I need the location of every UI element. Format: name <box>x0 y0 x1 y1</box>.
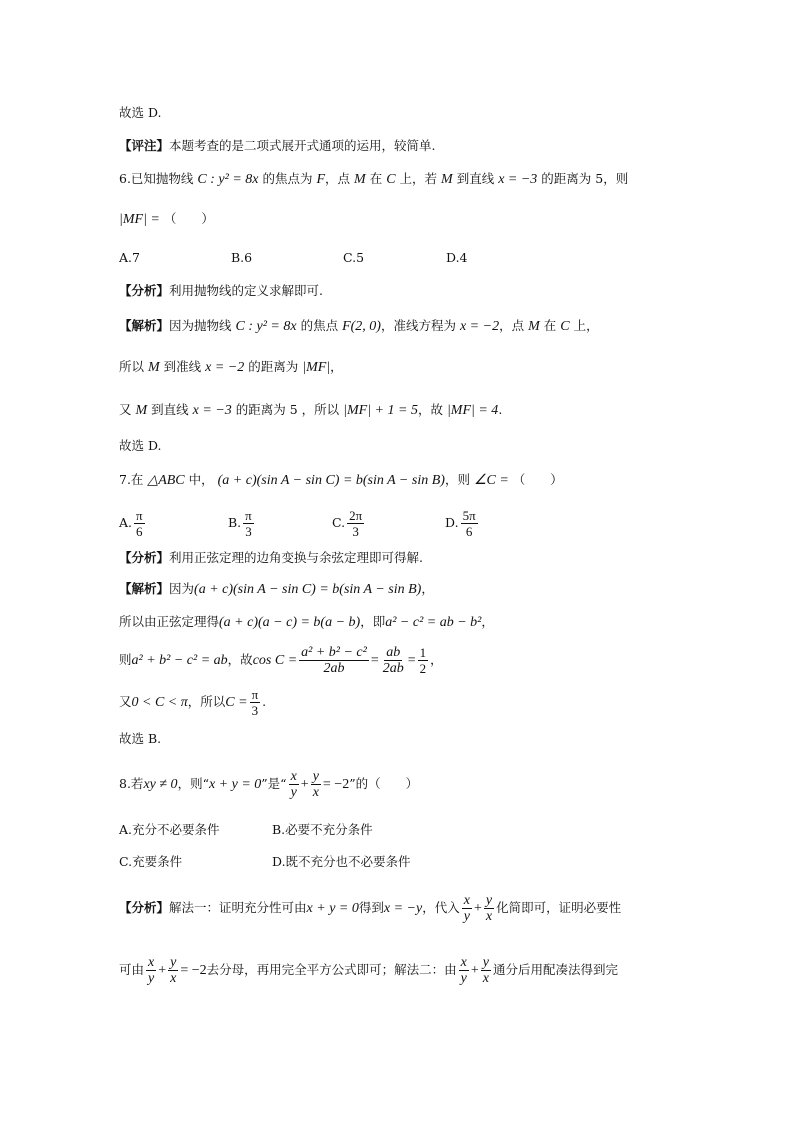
sol-math: |MF| <box>302 360 331 375</box>
sol-math: a² + b² − c² = ab <box>131 653 228 668</box>
q6-math: M <box>441 172 453 187</box>
q7-blank: （ ） <box>512 472 563 487</box>
analysis-math: + <box>470 963 479 978</box>
numerator: x <box>463 893 470 908</box>
numerator: y <box>485 893 493 908</box>
sol-math: a² − c² = ab − b² <box>385 615 482 630</box>
q6-solution-1 <box>119 317 599 336</box>
q8-text: 8.若 <box>119 776 144 791</box>
denominator: 3 <box>251 703 259 718</box>
q7-option-c <box>332 508 366 539</box>
sol-text: . <box>498 402 503 417</box>
option-fraction <box>243 508 254 539</box>
analysis-text: 利用抛物线的定义求解即可. <box>169 283 323 298</box>
q7-solution-3 <box>119 642 443 679</box>
solution-tag: 【解析】 <box>119 581 170 596</box>
analysis-math: x = −y <box>383 901 423 916</box>
q8-text: ”是“ <box>261 776 287 791</box>
analysis-tag: 【分析】 <box>119 900 170 915</box>
analysis-text: 利用正弦定理的边角变换与余弦定理即可得解. <box>169 550 423 565</box>
analysis-text: 去分母，再用完全平方公式即可；解法二：由 <box>206 962 457 977</box>
analysis-math: x + y = 0 <box>306 901 359 916</box>
comment-text: 本题考查的是二项式展开式通项的运用，较简单. <box>169 138 436 153</box>
q7-solution-1 <box>119 580 434 599</box>
q8-text: ，则“ <box>177 776 209 791</box>
numerator: y <box>170 955 177 970</box>
sol-math: |MF| + 1 = 5 <box>343 403 418 418</box>
numerator: π <box>251 687 259 702</box>
fraction <box>462 893 472 924</box>
denominator: 2 <box>419 661 427 676</box>
option-fraction <box>134 508 145 539</box>
q8-analysis-1 <box>119 890 621 927</box>
sol-math: x = −2 <box>459 319 500 334</box>
analysis-text: 解法一：证明充分性可由 <box>169 900 307 915</box>
analysis-tag: 【分析】 <box>119 283 170 298</box>
fraction <box>299 645 369 676</box>
q7-math: △ABC <box>147 473 185 488</box>
option-letter: C. <box>332 515 346 530</box>
q6-option-b: B.6 <box>231 250 253 265</box>
q6-text: 6.已知抛物线 <box>119 171 194 186</box>
sol-math: M <box>148 360 160 375</box>
sol-text: ，即 <box>360 614 386 629</box>
option-fraction <box>347 508 364 539</box>
q7-text: 中， <box>188 472 214 487</box>
numerator: x <box>460 955 467 970</box>
q7-math: (a + c)(sin A − sin C) = b(sin A − sin B) <box>217 473 445 488</box>
denominator: 2ab <box>382 661 404 676</box>
sol-text: 的焦点 <box>300 318 339 333</box>
sol-text: . <box>262 694 267 709</box>
fraction <box>381 645 406 676</box>
sol-text: ， <box>421 581 434 596</box>
analysis-math: + <box>473 901 482 916</box>
q8-option-b: B.必要不充分条件 <box>272 822 373 837</box>
fraction <box>168 955 178 986</box>
q8-math: = −2 <box>322 777 350 792</box>
numerator: 5π <box>462 508 476 523</box>
numerator: a² + b² − c² <box>301 645 367 660</box>
option-letter: B. <box>228 515 242 530</box>
q6-solution-2 <box>119 358 343 377</box>
sol-math: M <box>528 319 540 334</box>
q8-math: x + y = 0 <box>208 777 262 792</box>
q6-conclusion: 故选 D. <box>119 438 162 453</box>
sol-text: 的距离为 <box>248 359 299 374</box>
numerator: y <box>482 955 490 970</box>
q6-math: C : y² = 8x <box>197 172 259 187</box>
q6-text: 上，若 <box>399 171 438 186</box>
conclusion-text: 故选 D. <box>119 105 162 120</box>
sol-text: 则 <box>119 652 132 667</box>
sol-math: x = −3 <box>192 403 232 418</box>
fraction <box>484 893 494 924</box>
q7-analysis <box>119 549 423 567</box>
q7-option-a <box>119 508 147 539</box>
q7-text: 7.在 <box>119 472 144 487</box>
q6-blank: （ ） <box>163 211 214 226</box>
sol-math: 0 < C < π <box>131 695 188 710</box>
numerator: π <box>136 508 143 523</box>
fraction <box>250 687 261 718</box>
q6-text: 的焦点为 <box>262 171 313 186</box>
sol-math: C : y² = 8x <box>235 319 297 334</box>
q8-analysis-2 <box>119 952 618 989</box>
sol-text: 到准线 <box>163 359 202 374</box>
denominator: x <box>482 971 490 986</box>
sol-text: 所以 <box>119 359 145 374</box>
fraction <box>459 955 469 986</box>
q7-text: ，则 <box>444 472 470 487</box>
q7-solution-4 <box>119 684 266 721</box>
analysis-text: 通分后用配凑法得到完 <box>493 962 619 977</box>
sol-math: (a + c)(sin A − sin C) = b(sin A − sin B) <box>194 582 422 597</box>
analysis-text: 得到 <box>358 900 384 915</box>
denominator: x <box>170 971 177 986</box>
text-line <box>119 104 162 122</box>
sol-math: |MF| = 4 <box>446 403 499 418</box>
q6-option-a: A.7 <box>119 250 140 265</box>
option-fraction <box>461 508 478 539</box>
q6-math: |MF| = <box>119 212 160 227</box>
sol-text: ， <box>330 359 343 374</box>
fraction <box>418 645 429 676</box>
numerator: π <box>245 508 252 523</box>
analysis-tag: 【分析】 <box>119 550 170 565</box>
question-6-stem-2 <box>119 210 214 229</box>
fraction <box>146 955 156 986</box>
q6-text: ，点 <box>325 171 351 186</box>
sol-text: ， <box>481 614 494 629</box>
q8-option-c: C.充要条件 <box>119 854 183 869</box>
denominator: y <box>460 971 467 986</box>
sol-text: ，故 <box>227 652 253 667</box>
q7-math: ∠C = <box>473 473 509 488</box>
question-7-stem <box>119 471 563 490</box>
sol-text: 又 <box>119 402 132 417</box>
q6-text: 在 <box>369 171 383 186</box>
q6-text: 到直线 <box>456 171 495 186</box>
sol-math: x = −2 <box>205 360 245 375</box>
denominator: 3 <box>245 524 252 539</box>
fraction <box>481 955 491 986</box>
q7-option-d <box>445 508 480 539</box>
denominator: 3 <box>352 524 359 539</box>
analysis-text: ，代入 <box>422 900 460 915</box>
sol-text: 所以由正弦定理得 <box>119 614 220 629</box>
question-6-stem <box>119 170 628 189</box>
fraction <box>311 769 321 800</box>
denominator: 6 <box>136 524 143 539</box>
analysis-text: 可由 <box>119 962 145 977</box>
q6-math: M <box>354 172 366 187</box>
analysis-math: + <box>158 963 167 978</box>
sol-text: 因为抛物线 <box>169 318 232 333</box>
q7-option-b <box>228 508 256 539</box>
sol-math: cos C = <box>252 653 298 668</box>
q6-math: F <box>316 172 326 187</box>
q6-solution-3 <box>119 401 502 420</box>
numerator: x <box>290 769 297 784</box>
sol-math: F(2, 0) <box>342 319 381 334</box>
comment-tag: 【评注】 <box>119 138 170 153</box>
q8-option-d: D.既不充分也不必要条件 <box>272 854 411 869</box>
q6-text: 的距离为 5，则 <box>541 171 629 186</box>
sol-math: = <box>370 653 379 668</box>
q8-math: + <box>300 777 309 792</box>
numerator: x <box>148 955 155 970</box>
q8-text: ”的（ ） <box>349 776 419 791</box>
sol-text: 又 <box>119 694 132 709</box>
q8-math: xy ≠ 0 <box>143 777 178 792</box>
sol-math: (a + c)(a − c) = b(a − b) <box>219 615 361 630</box>
sol-math: M <box>135 403 148 418</box>
sol-text: ，所以 <box>187 694 226 709</box>
numerator: ab <box>386 645 401 660</box>
q7-solution-2 <box>119 613 494 632</box>
denominator: y <box>148 971 155 986</box>
q6-math: x = −3 <box>498 172 538 187</box>
q6-analysis <box>119 282 323 300</box>
sol-text: ，故 <box>417 402 443 417</box>
option-letter: A. <box>119 515 133 530</box>
sol-text: 在 <box>543 318 557 333</box>
denominator: y <box>463 909 470 924</box>
analysis-math: = −2 <box>180 963 207 978</box>
sol-text: ， <box>430 652 443 667</box>
sol-text: 因为 <box>169 581 195 596</box>
denominator: x <box>485 909 493 924</box>
q8-option-a: A.充分不必要条件 <box>119 822 220 837</box>
q6-option-d: D.4 <box>446 250 468 265</box>
denominator: 6 <box>465 524 473 539</box>
fraction <box>289 769 299 800</box>
q6-option-c: C.5 <box>343 250 365 265</box>
sol-math: C = <box>225 695 248 710</box>
question-8-stem <box>119 766 418 803</box>
numerator: 1 <box>419 645 427 660</box>
option-letter: D. <box>445 515 459 530</box>
denominator: y <box>290 785 297 800</box>
sol-text: 上， <box>573 318 599 333</box>
q6-math: C <box>386 172 396 187</box>
comment-line <box>119 137 436 155</box>
sol-math: = <box>407 653 416 668</box>
numerator: y <box>312 769 319 784</box>
denominator: 2ab <box>323 661 345 676</box>
denominator: x <box>312 785 319 800</box>
sol-text: 到直线 <box>151 402 189 417</box>
sol-text: ，准线方程为 <box>380 318 456 333</box>
sol-text: ，点 <box>499 318 525 333</box>
solution-tag: 【解析】 <box>119 318 170 333</box>
analysis-text: 化简即可，证明必要性 <box>496 900 622 915</box>
sol-text: 的距离为 5 ，所以 <box>235 402 340 417</box>
numerator: 2π <box>349 508 363 523</box>
q7-conclusion: 故选 B. <box>119 731 162 746</box>
sol-math: C <box>560 319 570 334</box>
